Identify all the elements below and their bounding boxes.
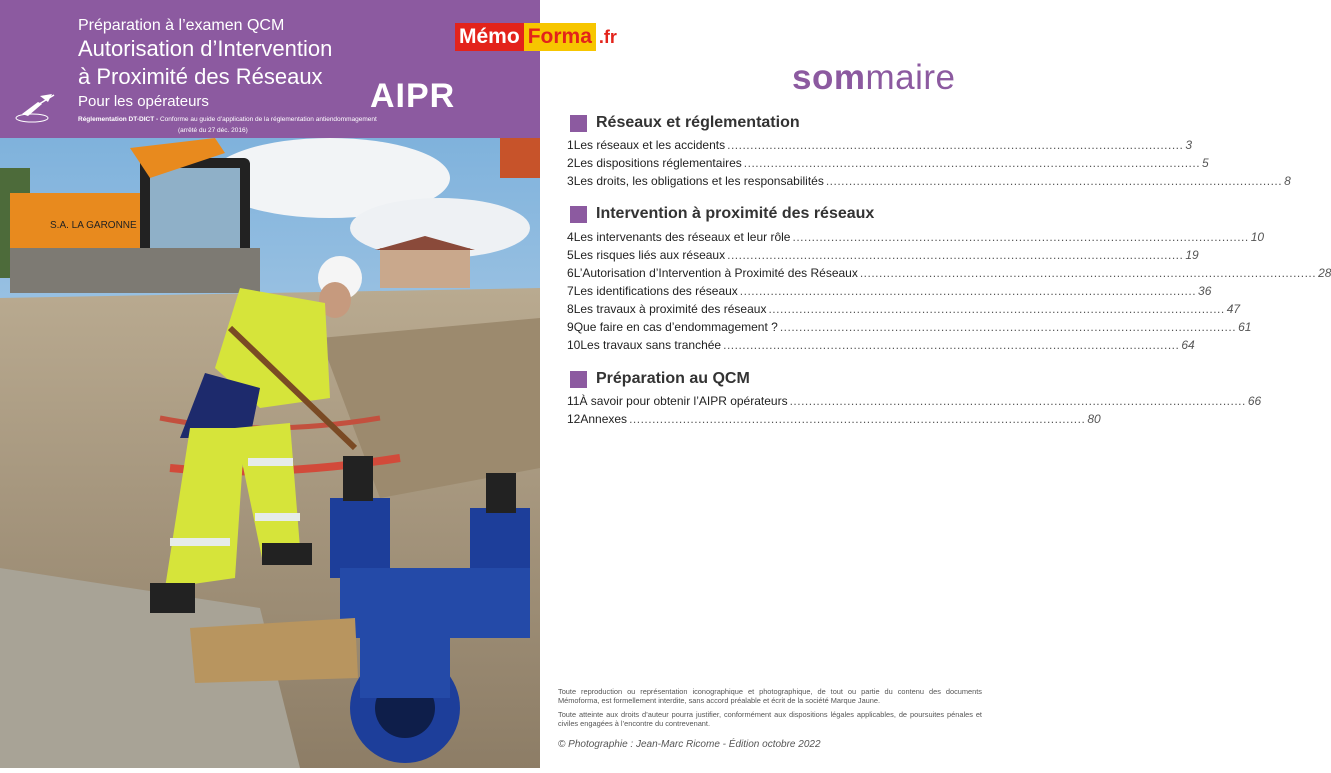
toc-section [570, 368, 750, 390]
toc-dot-leader: ....................................................................................................................... [743, 156, 1201, 170]
toc-entry-label: Les intervenants des réseaux et leur rôle [573, 230, 791, 244]
toc-entry[interactable] [567, 266, 1331, 282]
toc-entry-page: 36 [1198, 284, 1212, 298]
toc-entry-page: 8 [1284, 174, 1291, 188]
cover-regulation [78, 116, 377, 123]
cover-page [0, 0, 540, 768]
toc-dot-leader: ....................................................................................................................... [789, 394, 1246, 408]
memoforma-logo [455, 23, 617, 51]
toc-entry[interactable] [567, 156, 1209, 172]
cover-photo [0, 138, 540, 768]
toc-entry-page: 66 [1247, 394, 1262, 408]
legal-notice-copyright: Toute atteinte aux droits d’auteur pourra justifier, conformément aux dispositions légales applicables, de poursuites pénales et civiles engagées à l’encontre du contrevenant. [558, 710, 982, 728]
brand-part3: .fr [598, 27, 617, 47]
hand-writing-icon [12, 92, 66, 126]
toc-entry-page: 10 [1250, 230, 1265, 244]
toc-section [570, 112, 800, 134]
toc-section-title: Intervention à proximité des réseaux [596, 205, 875, 222]
toc-entry-number: 12 [567, 412, 581, 426]
worksite-illustration [0, 138, 540, 768]
toc-entry-number: 1 [567, 138, 574, 152]
toc-entry-label: Les risques liés aux réseaux [573, 248, 726, 262]
toc-entry-page: 61 [1238, 320, 1252, 334]
excavator-lettering: S.A. LA GARONNE [50, 220, 137, 231]
cover-title-line2: à Proximité des Réseaux [78, 64, 323, 89]
toc-entry-label: Les réseaux et les accidents [573, 138, 726, 152]
section-square-icon [570, 206, 587, 223]
toc-entry[interactable] [567, 338, 1195, 354]
toc-heading-rest: maire [865, 58, 956, 97]
toc-entry-label: Annexes [580, 412, 628, 426]
brand-part1: Mémo [455, 23, 524, 51]
cover-badge: AIPR [370, 77, 456, 115]
toc-dot-leader: ....................................................................................................................... [768, 302, 1225, 316]
toc-entry[interactable] [567, 138, 1193, 154]
legal-notice-reproduction: Toute reproduction ou représentation iconographique et photographique, de tout ou partie du contenu des documents Mémoforma, est formellement interdite, sans accord préalable et écrit de la société Marque Jaune. [558, 687, 982, 705]
section-square-icon [570, 371, 587, 388]
toc-section-title: Préparation au QCM [596, 370, 750, 387]
regulation-text: Conforme au guide d’application de la réglementation antiendommagement [158, 116, 377, 123]
toc-entry-page: 19 [1185, 248, 1199, 262]
toc-entry-number: 9 [567, 320, 574, 334]
cover-pretitle: Préparation à l’examen QCM [78, 17, 285, 34]
toc-entry[interactable] [567, 248, 1199, 264]
toc-section [570, 203, 874, 225]
toc-entry-number: 6 [567, 266, 574, 280]
toc-entry-number: 3 [567, 174, 574, 188]
toc-entry-label: Que faire en cas d’endommagement ? [573, 320, 778, 334]
toc-entry-page: 64 [1181, 338, 1195, 352]
toc-entry-number: 2 [567, 156, 574, 170]
toc-dot-leader: ....................................................................................................................... [629, 412, 1086, 426]
photo-credit: © Photographie : Jean-Marc Ricome - Édition octobre 2022 [558, 739, 821, 750]
cover-banner [0, 0, 540, 138]
toc-entry-number: 8 [567, 302, 574, 316]
toc-dot-leader: ....................................................................................................................... [792, 230, 1249, 244]
toc-dot-leader: ....................................................................................................................... [779, 320, 1237, 334]
toc-entry-page: 28 [1318, 266, 1331, 280]
toc-dot-leader: ....................................................................................................................... [739, 284, 1197, 298]
toc-entry-number: 10 [567, 338, 581, 352]
toc-heading-bold: som [792, 58, 866, 97]
toc-entry-label: Les travaux sans tranchée [580, 338, 722, 352]
toc-dot-leader: ....................................................................................................................... [859, 266, 1317, 280]
toc-dot-leader: ....................................................................................................................... [723, 338, 1180, 352]
brand-part2: Forma [524, 23, 596, 51]
toc-entry[interactable] [567, 394, 1262, 410]
toc-entry[interactable] [567, 412, 1101, 428]
toc-entry[interactable] [567, 320, 1252, 336]
toc-entry-number: 5 [567, 248, 574, 262]
toc-entry[interactable] [567, 284, 1212, 300]
toc-entry[interactable] [567, 174, 1291, 190]
cover-regulation-date: (arrêté du 27 déc. 2016) [178, 127, 248, 134]
toc-entry-number: 11 [567, 394, 580, 408]
toc-entry-label: Les dispositions réglementaires [573, 156, 742, 170]
toc-entry-label: Les droits, les obligations et les responsabilités [573, 174, 824, 188]
section-square-icon [570, 115, 587, 132]
toc-heading [792, 58, 956, 98]
toc-dot-leader: ....................................................................................................................... [727, 248, 1184, 262]
toc-entry-label: Les identifications des réseaux [573, 284, 738, 298]
toc-entry[interactable] [567, 230, 1265, 246]
toc-entry-number: 7 [567, 284, 574, 298]
toc-entry-label: Les travaux à proximité des réseaux [573, 302, 767, 316]
cover-title-line1: Autorisation d’Intervention [78, 36, 333, 61]
toc-entry-page: 80 [1087, 412, 1101, 426]
toc-dot-leader: ....................................................................................................................... [727, 138, 1184, 152]
toc-entry-page: 5 [1202, 156, 1209, 170]
toc-dot-leader: ....................................................................................................................... [825, 174, 1283, 188]
toc-entry-page: 3 [1185, 138, 1193, 152]
regulation-bold: Réglementation DT-DICT - [78, 116, 159, 123]
toc-entry-page: 47 [1226, 302, 1241, 316]
toc-entry[interactable] [567, 302, 1241, 318]
toc-entry-label: À savoir pour obtenir l’AIPR opérateurs [579, 394, 788, 408]
cover-subtitle: Pour les opérateurs [78, 93, 209, 110]
toc-section-title: Réseaux et réglementation [596, 114, 800, 131]
toc-entry-label: L’Autorisation d’Intervention à Proximité des Réseaux [573, 266, 858, 280]
toc-entry-number: 4 [567, 230, 574, 244]
